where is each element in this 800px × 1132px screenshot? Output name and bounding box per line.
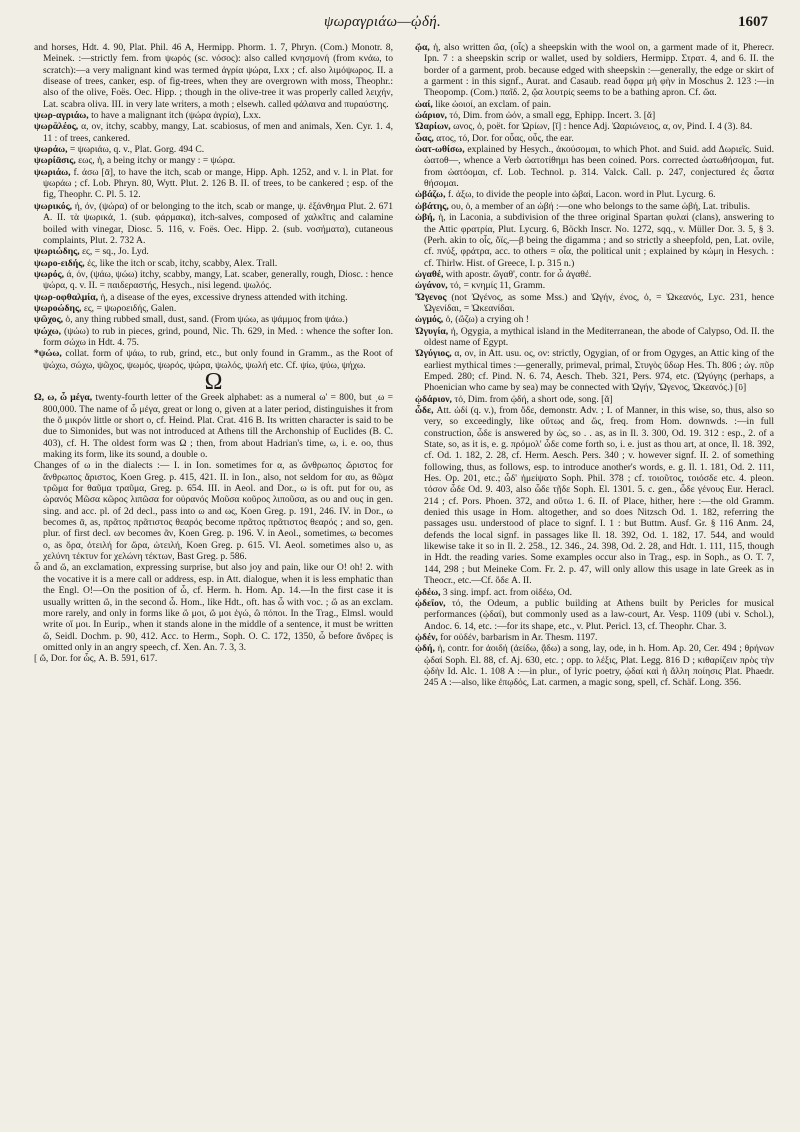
dictionary-entry xyxy=(34,110,393,121)
entry-definition: for οὐδέν, barbarism in Ar. Thesm. 1197. xyxy=(440,631,598,643)
dictionary-entry xyxy=(34,392,393,460)
entry-headword: ψωρικός, xyxy=(34,200,73,212)
entry-definition: ἡ, a disease of the eyes, excessive dryness attended with itching. xyxy=(100,291,348,303)
entry-definition: ἡ, in Laconia, a subdivision of the three original Spartan φυλαί (clans), answering to the Attic φρατρία, Plut. Lycurg. 6, Böckh Inscr. No. 1272, sqq., v. Müller Dor. 3. 5, § 3. (Perh. akin to οἶς, ὄϊς,—β being the digamma ; and so strictly a sheepfold, pen, Lat. ovile, cf. πνύξ, φράτρα, acc. to others = οἶα, the political unit ; explained by κώμη in Hesych. : cf. Thirlw. Hist. of Greece, I. p. 315 n.) xyxy=(424,212,774,269)
entry-definition: [ ὤ, Dor. for ὧς, A. B. 591, 617. xyxy=(34,653,158,665)
dictionary-entry xyxy=(34,562,393,653)
dictionary-entry xyxy=(415,326,774,349)
page-number: 1607 xyxy=(738,14,768,30)
dictionary-entry xyxy=(34,42,393,110)
entry-headword: ψωρίᾱσις, xyxy=(34,155,76,167)
entry-definition: = ψωριάω, q. v., Plat. Gorg. 494 C. xyxy=(69,144,205,156)
entry-definition: ἡ, contr. for ἀοιδή (ἀείδω, ᾄδω) a song, lay, ode, in h. Hom. Ap. 20, Cer. 494 ; θρήνων ᾠδαί Soph. El. 88, cf. Aj. 630, etc. ; opp. to λέξις, Plat. Legg. 816 D ; κιθαρίζειν πρὸς τὴν ᾠδὴν Id. Alc. 1. 108 A :—in plur., of lyric poetry, ᾠδαί καὶ ἡ ἄλλη ποίησις Plat. Phaedr. 245 A :—also, like ἐπῳδός, Lat. carmen, a magic song, spell, cf. Schäf. Long. 356. xyxy=(424,643,774,689)
dictionary-entry xyxy=(34,258,393,269)
entry-headword: ᾠδεῖον, xyxy=(415,597,446,609)
entry-headword: ὠγμός, xyxy=(415,314,444,326)
dictionary-entry xyxy=(415,598,774,632)
entry-definition: α, ον, in Att. usu. ος, ον: strictly, Ogygian, of or from Ogyges, an Attic king of the earliest mythical times :—generally, primeval, primal, Στυγὸς ὕδωρ Hes. Th. 806 ; ὠγ. πῦρ Emped. 280; cf. Pind. N. 6. 74, Aesch. Theb. 321, Pers. 974, etc. (Ὠγύγης (perhaps, a Phoenician who came by sea) may be connected with Ὠγήν, Ὤγενος, Ὠκεανός.) [ῡ] xyxy=(424,348,774,394)
entry-headword: ὦας, xyxy=(415,132,434,144)
entry-definition: ἡ, Ogygia, a mythical island in the Mediterranean, the abode of Calypso, Od. II. the oldest name of Egypt. xyxy=(424,325,774,348)
entry-headword: Ω, ω, ὦ μέγα, xyxy=(34,392,93,404)
dictionary-entry xyxy=(415,394,774,405)
dictionary-entry xyxy=(34,303,393,314)
entry-definition: ωνος, ὁ, poët. for Ὠρίων, [ῐ] : hence Adj. Ὠαριώνειος, α, ον, Pind. I. 4 (3). 84. xyxy=(453,121,753,133)
dictionary-entry xyxy=(34,201,393,246)
entry-headword: ὠβάτης, xyxy=(415,200,449,212)
entry-definition: (ψώω) to rub in pieces, grind, pound, Nic. Th. 629, in Med. : whence the softer Ion. form σώχω in Hdt. 4. 75. xyxy=(43,325,393,348)
entry-definition: ἡ, also written ὤα, (οἶς) a sheepskin with the wool on, a garment made of it, Pherecr. Ipn. 7 : a sheepskin scrip or wallet, used by soldiers, Hermipp. Στρατ. 4, and 6. II. the border of a garment, prob. because edged with sheepskin :—generally, the edge or skirt of a garment : in this signf., Aurat. and Casaub. read ὄφρα μὴ φὴν in Moschus 2. 123 :—in Theopomp. (Com.) παῖδ. 2, ᾤα λουτρίς seems to be a bathing apron. Cf. ὤα. xyxy=(424,42,774,99)
entry-headword: ᾠδέν, xyxy=(415,631,438,643)
entry-headword: ψωροώδης, xyxy=(34,302,82,314)
dictionary-entry xyxy=(34,348,393,371)
dictionary-entry xyxy=(34,121,393,144)
dictionary-entry xyxy=(34,269,393,292)
dictionary-entry xyxy=(415,314,774,325)
dictionary-entry xyxy=(415,632,774,643)
entry-headword: Ὤγενος xyxy=(415,291,447,303)
two-column-body xyxy=(34,42,774,689)
dictionary-entry xyxy=(34,314,393,325)
entry-headword: ψωρο-ειδής, xyxy=(34,257,85,269)
entry-definition: collat. form of ψάω, to rub, grind, etc., but only found in Gramm., as the Root of ψώχω, σώχω, ψῶχος, ψωμός, ψωρός, ψώρα, ψωλός, ψωλή etc. Cf. ψίω, ψύω, ψήχω. xyxy=(43,348,393,371)
dictionary-entry xyxy=(415,405,774,587)
entry-definition: ου, ὁ, a member of an ὠβή :—one who belongs to the same ὠβή, Lat. tribulis. xyxy=(451,200,750,212)
section-letter-omega: Ω xyxy=(204,368,223,395)
entry-headword: ψωράω, xyxy=(34,144,68,156)
dictionary-entry xyxy=(415,269,774,280)
entry-definition: α, ον, itchy, scabby, mangy, Lat. scabiosus, of men and animals, Xen. Cyr. 1. 4, 11 : of trees, cankered. xyxy=(43,121,393,144)
dictionary-entry xyxy=(415,42,774,99)
dictionary-entry xyxy=(415,280,774,291)
entry-definition: (not Ὠγένος, as some Mss.) and Ὠγήν, ένος, ὁ, = Ὠκεανός, Lyc. 231, hence Ὠγενίδαι, = Ὠκεανίδαι. xyxy=(424,291,774,314)
dictionary-entry xyxy=(34,460,393,562)
entry-headword: ψῶχος, xyxy=(34,314,64,326)
entry-definition: τό, Dim. from ᾠδή, a short ode, song. [ᾰ] xyxy=(454,393,613,405)
entry-headword: ψωρ-οφθαλμία, xyxy=(34,291,98,303)
entry-headword: ψώχω, xyxy=(34,325,62,337)
entry-headword: ὠαί, xyxy=(415,98,433,110)
entry-definition: ές, like the itch or scab, itchy, scabby, Alex. Trall. xyxy=(87,257,278,269)
entry-headword: Ὠαρίων, xyxy=(415,121,451,133)
dictionary-entry xyxy=(415,212,774,269)
left-column xyxy=(34,42,393,689)
running-head xyxy=(34,14,774,36)
entry-definition: ή, όν, (ψώρα) of or belonging to the itch, scab or mange, ψ. ἐξάνθημα Plut. 2. 671 A. II. τὰ ψωρικά, 1. (sub. φάρμακα), itch-salves, composed of χαλκῖτις and calamine boiled with vinegar, Diosc. 5. 116, v. Foës. Oec. Hipp. 2. (sub. νοσήματα), cutaneous complaints, Plut. 2. 732 A. xyxy=(43,200,394,246)
dictionary-entry xyxy=(415,643,774,688)
entry-headword: ψωρός, xyxy=(34,268,64,280)
entry-definition: to have a malignant itch (ψώρα ἀγρία), Lxx. xyxy=(91,110,261,122)
entry-definition: explained by Hesych., ἀκούσομαι, to which Phot. and Suid. add Δωριεῖς. Suid. ὠατοθ—, whence a Verb ὠατοτίθημι has been coined. Pors. corrected ὠατωθήσομαι, fut. from ὠατόομαι, cf. Lob. Technol. p. 314. Valck. Call. p. 247, conjectured ἐς ὦατα θήσομαι. xyxy=(424,144,774,190)
entry-headword: ὠβάζω, xyxy=(415,189,446,201)
dictionary-entry xyxy=(34,292,393,303)
dictionary-entry xyxy=(415,121,774,132)
entry-headword: Ὠγύγιος, xyxy=(415,348,452,360)
entry-definition: εως, ἡ, a being itchy or mangy : = ψώρα. xyxy=(78,155,236,167)
dictionary-entry xyxy=(415,133,774,144)
dictionary-entry xyxy=(415,348,774,393)
entry-headword: ᾠδάριον, xyxy=(415,393,452,405)
entry-definition: τό, Dim. from ὠόν, a small egg, Ephipp. Incert. 3. [ᾰ] xyxy=(449,110,656,122)
entry-definition: ατος, τό, Dor. for οὖας, οὖς, the ear. xyxy=(436,132,574,144)
entry-definition: ες, = sq., Jo. Lyd. xyxy=(82,246,149,258)
dictionary-entry xyxy=(34,653,393,664)
entry-headword: ὠάριον, xyxy=(415,110,447,122)
entry-definition: Changes of ω in the dialects :— I. in Ion. sometimes for α, as ὤνθρωπος ὥριστος for ἄνθρωπος ἄριστος, Koen Greg. p. 415, 421. II. in Ion., also, not seldom for αυ, as θῶμα τρῶμα for θαῦμα τραῦμα, Greg. p. 654. III. in Aeol. and Dor., ω is oft. put for ου, as ὠρανός Μῶσα κῶρος λιπῶσα for οὐρανός Μοῦσα κοῦρος λιποῦσα, as ου and ους in gen. sing. and acc. pl. of 2d decl., pass into ω and ως, Koen Greg. p. 191, 246. IV. in Dor., ω becomes ᾱ, as, πρᾶτος πρᾶτιστος θεαρός become πρᾶτος πρᾶτιστος θεαρός ; and so, gen. plur. of first decl. ων becomes ᾶν, Koen Greg. p. 196. V. in Aeol., sometimes, ω becomes ο, as ὄρα, ὀτειλή for ὥρα, ὠτειλή, Koen Greg. p. 615. VI. Aeol. sometimes also υ, as χελύνη τέκτυν for χελώνη τέκτων, Bast Greg. p. 586. xyxy=(34,460,393,563)
entry-headword: ᾠδέω, xyxy=(415,586,441,598)
entry-definition: ὁ, any thing rubbed small, dust, sand. (From ψώω, as ψάμμος from ψάω.) xyxy=(65,314,348,326)
dictionary-entry xyxy=(415,189,774,200)
entry-definition: twenty-fourth letter of the Greek alphabet: as a numeral ω' = 800, but ͵ω = 800,000. The name of ὦ μέγα, great or long o, given at a later period, distinguishes it from the ὂ μικρόν little or short o, cf. Heind. Plat. Crat. 416 B. Its written character is said to be due to Simonides, but was not introduced at Athens till the Archonship of Euclides (B. C. 403), cf. H. The oldest form was Ω ; then, from about Hadrian's time, ω, i. e. oo, thus making its form, like its sound, a double o. xyxy=(43,392,394,461)
entry-definition: with apostr. ὤγαθ', contr. for ὦ ἀγαθέ. xyxy=(445,268,592,280)
entry-definition: Att. ὡδί (q. v.), from ὅδε, demonstr. Adv. ; I. of Manner, in this wise, so, thus, also so very, so exceedingly, like οὕτως and ὥς, freq. from Hom. downwds. :—in full construction, ὧδε is answered by ὡς, so . . as, as in Il. 3. 300, Od. 19. 312 : esp., 2. of a State, so, as it is, e. g. πρόμολ' ὧδε come forth so, i. e. just as thou art, at once, Il. 18. 392, cf. Od. 1. 182, 2. 28, cf. Herm. Aesch. Pers. 340 ; v. however signf. II. 2. of something following, thus, as follows, esp. to introduce another's words, e. g. Il. 1. 181, Od. 2. 111, Hes. Op. 201, etc.; ὧδ' ἠμείψατο Soph. Phil. 378 ; cf. τοιοῦτος, τοιόσδε etc. 4. pleon. τόσον ὧδε Od. 9. 403, also ὧδε τῇδε Soph. El. 1301. 5. c. gen., ὧδε γένους Eur. Heracl. 214 ; cf. Pors. Phoen. 372, and οὕτω 1. 6. II. of Place, hither, here :—the old Gramm. denied this usage in Hom. altogether, and so does Nitzsch Od. 1. 182, referring the passages usu. understood of place to signf. I. 1 : but Buttm. Ausf. Gr. § 116 Anm. 24, defends the local signf. in passages like Il. 18. 392, Od. 1. 182, 17. 544, and would likewise take it so in Il. 2. 258., 12. 346., 24. 398, Od. 2. 28, and Hdt. 1. 111, 115, though in Hdt. the reading varies. Some examples occur also in Trag., esp. in Soph., as O. T. 7, 144, 298 ; but Meineke Com. Fr. 2. p. 47, will only allow this usage in late Greek as in Theocr., etc.—Cf. ὅδε A. II. xyxy=(424,405,774,587)
dictionary-entry xyxy=(415,99,774,110)
entry-headword: ὠγάνον, xyxy=(415,280,448,292)
entry-headword: ὠατ-ωθίσω, xyxy=(415,144,465,156)
entry-headword: *ψώω, xyxy=(34,348,62,360)
entry-definition: f. άσω [ᾱ], to have the itch, scab or mange, Hipp. Aph. 1252, and v. l. in Plat. for ψωράω ; cf. Lob. Phryn. 80, Wytt. Plut. 2. 126 B. II. of trees, to be cankered ; esp. of the fig, Theophr. C. Pl. 5. 12. xyxy=(43,166,394,201)
entry-headword: ὠβή, xyxy=(415,212,435,224)
omega-section-entries xyxy=(34,392,393,664)
dictionary-entry xyxy=(34,155,393,166)
entry-headword: ᾠδή, xyxy=(415,643,435,655)
right-column xyxy=(415,42,774,689)
entry-definition: ες, = ψωροειδής, Galen. xyxy=(83,302,177,314)
dictionary-entry xyxy=(415,144,774,189)
entry-headword: ὧδε, xyxy=(415,405,434,416)
dictionary-entry xyxy=(34,167,393,201)
entry-headword: ψωρ-αγριάω, xyxy=(34,110,89,122)
dictionary-entry xyxy=(34,326,393,349)
running-title: ψωραγριάω—ᾠδή. xyxy=(324,14,442,30)
entry-headword: ψωρᾰλέος, xyxy=(34,121,79,133)
dictionary-entry xyxy=(415,292,774,315)
entry-definition: ὦ and ὤ, an exclamation, expressing surprise, but also joy and pain, like our O! oh! 2. with the vocative it is a mere call or address, esp. in Att. dialogue, when it is less emphatic than the Engl. O!—On the position of ὦ, cf. Herm. h. Hom. Ap. 14.—In the first case it is usually written ὤ, in the second ὦ. Hom., like Hdt., oft. has ὦ with voc. ; ὤ as an exclam. more rarely, and only in forms like ὤ μοι, ὤ μοι ἐγώ, ὢ πόποι. In the Trag., Elmsl. would write οἴ μοι. In Eurip., when it stands alone in the middle of a sentence, it must be written ὤ, Seidl. Dochm. p. 90, 412. Acc. to Herm., Soph. O. C. 172, 1350, ὦ before ἄνδρες is omitted only in an angry speech, cf. Xen. An. 7. 3, 3. xyxy=(34,562,393,653)
entry-headword: ψωριάω, xyxy=(34,166,71,178)
entry-headword: ψωριώδης, xyxy=(34,246,80,258)
entry-headword: ὠγαθέ, xyxy=(415,268,444,280)
dictionary-entry xyxy=(415,587,774,598)
entry-definition: τό, = κνημίς 11, Gramm. xyxy=(450,280,546,292)
dictionary-entry xyxy=(415,110,774,121)
dictionary-entry xyxy=(34,246,393,257)
entry-definition: like ὠοιοί, an exclam. of pain. xyxy=(435,98,552,110)
dictionary-entry xyxy=(415,201,774,212)
entry-definition: f. άξω, to divide the people into ὠβαί, Lacon. word in Plut. Lycurg. 6. xyxy=(447,189,716,201)
entry-definition: 3 sing. impf. act. from οἰδέω, Od. xyxy=(442,586,573,598)
entry-headword: ᾤα, xyxy=(415,42,430,53)
entry-definition: ὁ, (ὤζω) a crying oh ! xyxy=(445,314,529,326)
entry-definition: ά, όν, (ψάω, ψώω) itchy, scabby, mangy, Lat. scaber, generally, rough, Diosc. : hence ψώρα, q. v. II. = παιδεραστής, Hesych., nisi legend. ψωλός. xyxy=(43,268,393,292)
entry-headword: Ὠγυγία, xyxy=(415,325,449,337)
entry-definition: and horses, Hdt. 4. 90, Plat. Phil. 46 A, Hermipp. Phorm. 1. 7, Phryn. (Com.) Monotr. 8, Meinek. :—strictly fem. from ψωρός (sc. νόσος): also called κνησμονή (from κνάω, to scratch):—a very malignant kind was termed ἀγρία ψώρα, Lxx ; cf. also λιμόψωρος. II. a disease of trees, canker, esp. of fig-trees, when they are overgrown with moss, Theophr.: also of the olive, Foës. Oec. Hipp. ; though in the olive-tree it was properly called λειχήν, Lat. scabra oliva. III. in very late writers, a moth ; elsewh. called φάλαινα and πυραύστης. xyxy=(34,42,393,110)
dictionary-entry xyxy=(34,144,393,155)
entry-definition: τό, the Odeum, a public building at Athens built by Pericles for musical performances (ᾠδαί), but commonly used as a law-court, Ar. Vesp. 1109 (ubi v. Schol.), Andoc. 6. 14, etc. :—for its shape, etc., v. Plut. Pericl. 13, cf. Theophr. Char. 3. xyxy=(424,597,774,632)
